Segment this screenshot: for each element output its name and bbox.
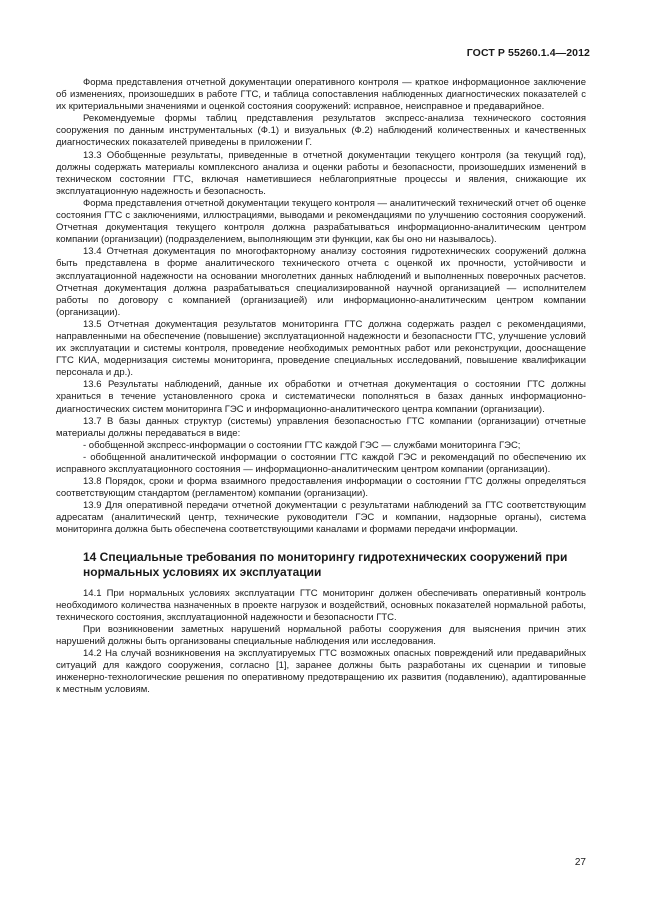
paragraph: Форма представления отчетной документации оперативного контроля — краткое информационное заключение об изменениях, произошедших в работе ГТС, и таблица сопоставления наблюденных диагностических показателей с их критериальными значениями и оценкой состояния сооружений: исправное, неисправное и предаварийное. — [56, 77, 586, 113]
paragraph: Форма представления отчетной документации текущего контроля — аналитический технический отчет об оценке состояния ГТС с заключениями, иллюстрациями, выводами и рекомендациями по улучшению состояния сооружений. Отчетная документация текущего контроля должна разрабатываться информационно-аналитическим центром компании (организации) (подразделением, выполняющим эти функции, как бы оно ни называлось). — [56, 197, 586, 246]
paragraph: 13.7 В базы данных структур (системы) управления безопасностью ГТС компании (организации) отчетные материалы должны передаваться в виде: — [56, 415, 586, 439]
paragraph: 13.6 Результаты наблюдений, данные их обработки и отчетная документация о состоянии ГТС должны храниться в течение установленного срока и систематически пополняться в базах данных информационно-диагностических систем мониторинга ГЭС и информационно-аналитического центра компании (организации). — [56, 379, 586, 415]
paragraph: 13.8 Порядок, сроки и форма взаимного предоставления информации о состоянии ГТС должны определяться соответствующим стандартом (регламентом) компании (организации). — [56, 476, 586, 500]
page-number: 27 — [574, 857, 586, 868]
paragraph: 13.9 Для оперативной передачи отчетной документации с результатами наблюдений за ГТС соответствующим адресатам (аналитический центр, технические руководители ГЭС и компании, надзорные органы), система мониторинга должна быть обеспечена соответствующими каналами и формами передачи информации. — [56, 500, 586, 536]
paragraph: 13.5 Отчетная документация результатов мониторинга ГТС должна содержать раздел с рекомендациями, направленными на обеспечение (повышение) эксплуатационной надежности и безопасности ГТС, улучшение условий их эксплуатации и системы контроля, проведение необходимых ремонтных работ или реконструкции, дооснащение ГТС КИА, модернизация системы мониторинга, проведение специальных исследований, повышение квалификации персонала и др.). — [56, 318, 586, 379]
section-heading: 14 Специальные требования по мониторингу гидротехнических сооружений при нормальных условиях их эксплуатации — [83, 549, 568, 579]
list-item: - обобщенной аналитической информации о состоянии ГТС каждой ГЭС и рекомендаций по обеспечению их исправного эксплуатационного состояния — информационно-аналитическим центром компании (организации). — [56, 451, 586, 475]
paragraph: 13.3 Обобщенные результаты, приведенные в отчетной документации текущего контроля (за текущий год), должны содержать материалы комплексного анализа и оценки работы и безопасности, произошедших изменений в техническом состоянии ГТС, включая наметившиеся неблагоприятные процессы и явления, снижающие их эксплуатационную надежность и безопасность. — [56, 149, 586, 197]
paragraph: При возникновении заметных нарушений нормальной работы сооружения для выяснения причин этих нарушений должны быть организованы специальные наблюдения или исследования. — [56, 623, 586, 647]
paragraph: 14.1 При нормальных условиях эксплуатации ГТС мониторинг должен обеспечивать оперативный контроль необходимого количества назначенных в проекте нагрузок и воздействий, основных показателей нормальной работы, технического состояния, эксплуатационной надежности и безопасности ГТС. — [56, 587, 586, 623]
paragraph: 13.4 Отчетная документация по многофакторному анализу состояния гидротехнических сооружений должна быть представлена в форме аналитического технического отчета с оценкой их прочности, устойчивости и эксплуатационной надежности на основании многолетних данных наблюдений и выполненных поверочных расчетов. Отчетная документация должна разрабатываться специализированной научной организацией — исполнителем работы по договору с компанией (организацией) или информационно-аналитическим центром компании (организации). — [56, 246, 586, 318]
paragraph: Рекомендуемые формы таблиц представления результатов экспресс-анализа технического состояния сооружения по данным инструментальных (Ф.1) и визуальных (Ф.2) наблюдений количественных и качественных диагностических показателей приведены в приложении Г. — [56, 113, 586, 149]
list-item: - обобщенной экспресс-информации о состоянии ГТС каждой ГЭС — службами мониторинга ГЭС; — [83, 439, 521, 451]
standard-header: ГОСТ Р 55260.1.4—2012 — [466, 47, 590, 59]
paragraph: 14.2 На случай возникновения на эксплуатируемых ГТС возможных опасных повреждений или предаварийных ситуаций для каждого сооружения, согласно [1], заранее должны быть разработаны их сценарии и типовые инженерно-технологические решения по оперативному предотвращению их развития (подавлению), адаптированные к местным условиям. — [56, 648, 586, 696]
page-content — [56, 77, 586, 696]
